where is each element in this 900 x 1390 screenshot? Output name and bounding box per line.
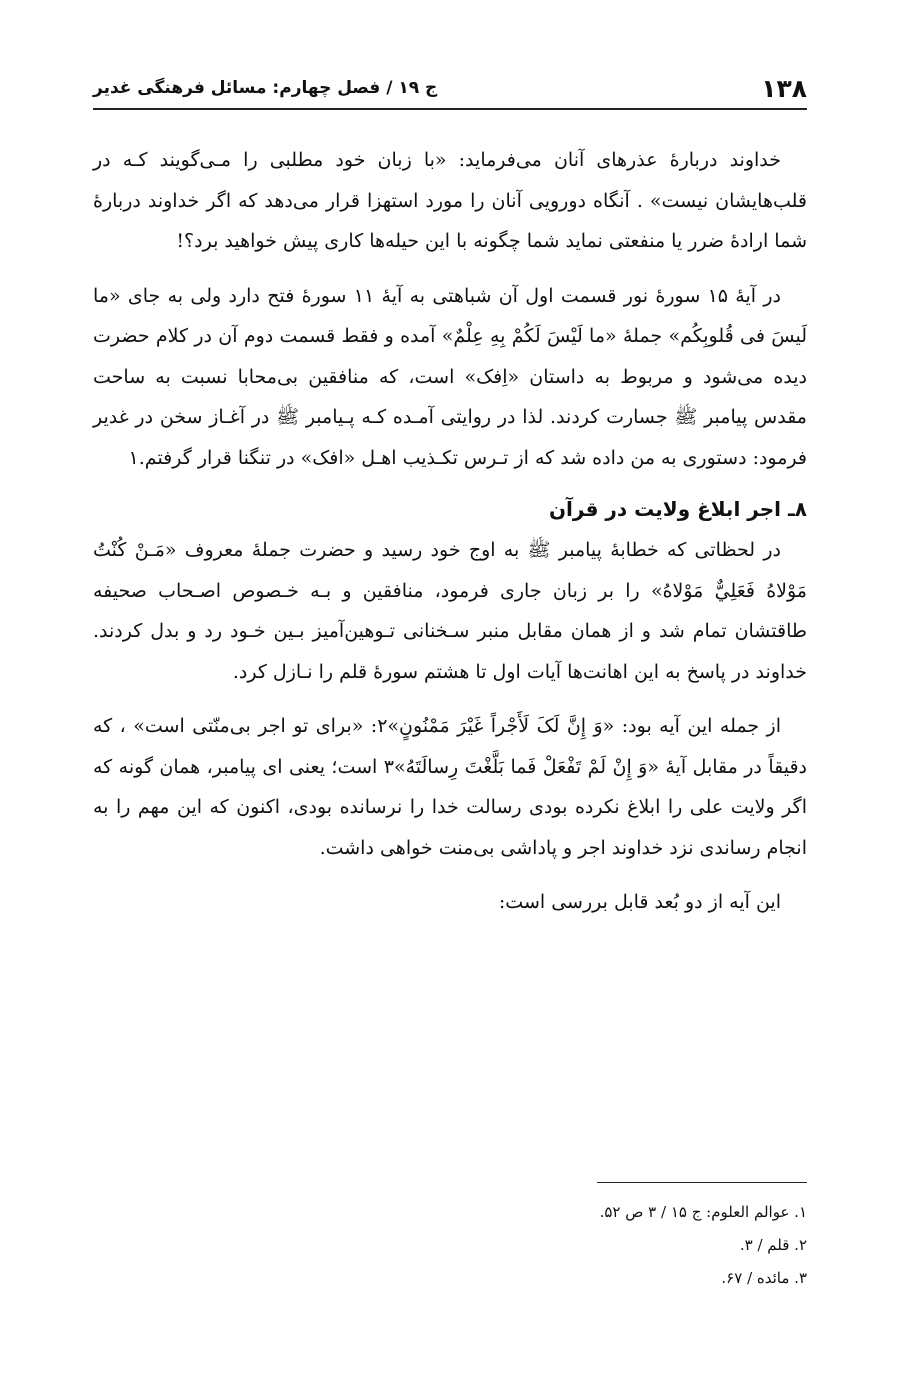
paragraph-4: از جمله این آیه بود: «وَ إِنَّ لَکَ لَأَجْراً غَیْرَ مَمْنُونٍ»۲: «برای تو اجر بی‌منّتی است» ، که دقیقاً در مقابل آیۀ «وَ إِنْ لَمْ تَفْعَلْ فَما بَلَّغْتَ رِسالَتَهُ»۳ است؛ یعنی ای پیامبر، همان گونه که اگر ولایت علی را ابلاغ نکرده بودی رسالت خدا را نرسانده بودی، اکنون که این مهم را به انجام رساندی نزد خداوند اجر و پاداشی بی‌منت خواهی داشت.	[93, 715, 807, 859]
main-text	[93, 140, 807, 923]
section-heading: ۸ـ اجر ابلاغ ولایت در قرآن	[548, 497, 807, 521]
page-number: ۱۳۸	[761, 74, 807, 103]
footnote-2: ۲. قلم / ۳.	[739, 1236, 807, 1254]
running-title: ج ۱۹ / فصل چهارم: مسائل فرهنگی غدیر	[93, 78, 438, 98]
footnotes	[93, 1196, 807, 1295]
footnote-1: ۱. عوالم العلوم: ج ۱۵ / ۳ ص ۵۲.	[599, 1203, 807, 1221]
footnote-divider	[597, 1182, 807, 1183]
footnote-3: ۳. مائده / ۶۷.	[721, 1269, 807, 1287]
paragraph-2: در آیۀ ۱۵ سورۀ نور قسمت اول آن شباهتی به آیۀ ۱۱ سورۀ فتح دارد ولی به جای «ما لَیسَ فی قُلوبِکُم» جملۀ «ما لَیْسَ لَکُمْ بِهِ عِلْمٌ» آمده و فقط قسمت دوم آن در کلام حضرت دیده می‌شود و مربوط به داستان «اِفک» است، که منافقین بی‌محابا نسبت به ساحت مقدس پیامبر ﷺ جسارت کردند. لذا در روایتی آمـده کـه پـیامبر ﷺ در آغـاز سخن در غدیر فرمود: دستوری به من داده شد که از تـرس تکـذیب اهـل «افک» در تنگنا قرار گرفتم.۱	[93, 284, 807, 469]
page-header	[93, 74, 807, 110]
paragraph-3: در لحظاتی که خطابۀ پیامبر ﷺ به اوج خود رسید و حضرت جملۀ معروف «مَـنْ کُنْتُ مَوْلاهُ فَعَلِيٌّ مَوْلاهُ» را بر زبان جاری فرمود، منافقین و بـه خـصوص اصـحاب صحیفه طاقتشان تمام شد و از همان مقابل منبر سـخنانی تـوهین‌آمیز بـین خـود رد و بدل کردند. خداوند در پاسخ به این اهانت‌ها آیات اول تا هشتم سورۀ قلم را نـازل کرد.	[93, 539, 807, 683]
paragraph-5: این آیه از دو بُعد قابل بررسی است:	[498, 891, 781, 913]
paragraph-1: خداوند دربارۀ عذرهای آنان می‌فرماید: «با زبان خود مطلبی را مـی‌گویند کـه در قلب‌هایشان نیست» . آنگاه دورویی آنان را مورد استهزا قرار می‌دهد که اگر خداوند دربارۀ شما ارادۀ ضرر یا منفعتی نماید شما چگونه با این حیله‌ها کاری پیش خواهید برد؟!	[93, 149, 807, 252]
